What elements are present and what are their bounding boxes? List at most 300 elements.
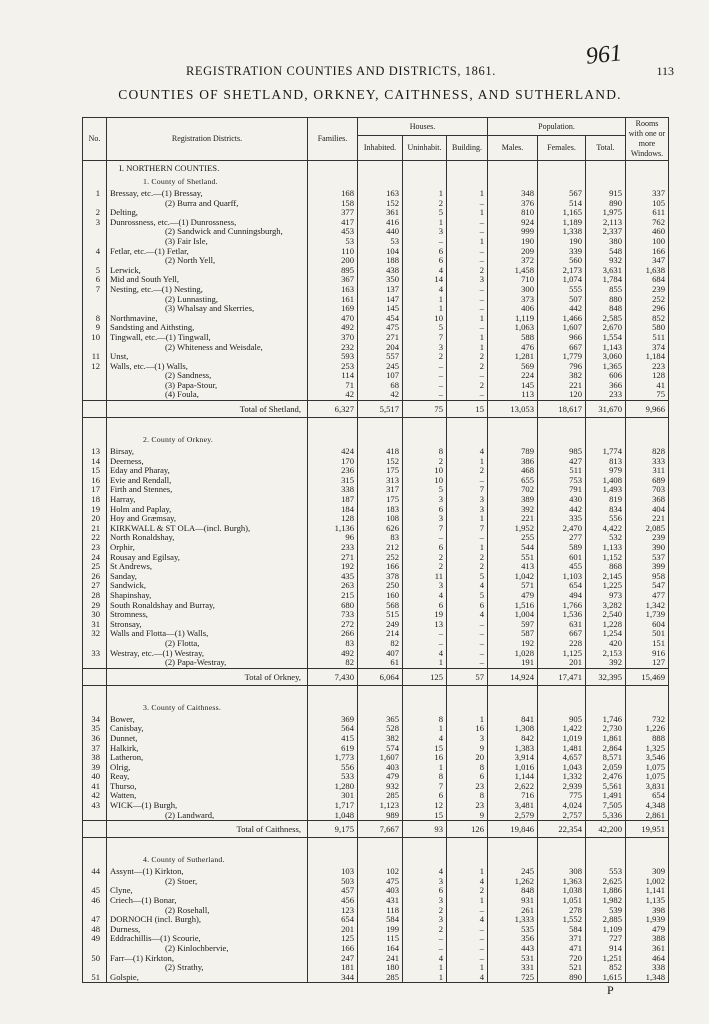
- district-number: [83, 237, 107, 247]
- district-name: Clyne,: [107, 886, 308, 896]
- cell-value: 2,585: [586, 314, 626, 324]
- table-row: [83, 247, 669, 257]
- cell-value: 374: [626, 343, 669, 353]
- cell-value: 236: [308, 466, 358, 476]
- district-number: 19: [83, 505, 107, 515]
- district-number: [83, 944, 107, 954]
- cell-value: 931: [488, 896, 538, 906]
- cell-value: 5,561: [586, 782, 626, 792]
- cell-value: 102: [358, 867, 403, 877]
- cell-value: 507: [538, 295, 586, 305]
- district-number: 8: [83, 314, 107, 324]
- cell-value: 1,123: [358, 801, 403, 811]
- district-name: Durness,: [107, 925, 308, 935]
- table-row: [83, 629, 669, 639]
- cell-value: 6: [403, 247, 447, 257]
- cell-value: 145: [358, 304, 403, 314]
- cell-value: –: [447, 925, 488, 935]
- cell-value: 356: [488, 934, 538, 944]
- district-name: (2) North Yell,: [107, 256, 308, 266]
- table-row: [83, 620, 669, 630]
- cell-value: 1: [447, 189, 488, 199]
- cell-value: 2,476: [586, 772, 626, 782]
- cell-value: 1,773: [308, 753, 358, 763]
- cell-value: 753: [538, 476, 586, 486]
- district-number: 10: [83, 333, 107, 343]
- cell-value: 199: [358, 925, 403, 935]
- cell-value: –: [447, 629, 488, 639]
- table-row: [83, 362, 669, 372]
- cell-value: 166: [358, 562, 403, 572]
- table-row: [83, 925, 669, 935]
- district-name: South Ronaldshay and Burray,: [107, 601, 308, 611]
- cell-value: 455: [538, 562, 586, 572]
- cell-value: 10: [403, 466, 447, 476]
- table-row: [83, 457, 669, 467]
- cell-value: 553: [586, 867, 626, 877]
- district-number: 24: [83, 553, 107, 563]
- district-number: 11: [83, 352, 107, 362]
- table-row: [83, 266, 669, 276]
- cell-value: 3,914: [488, 753, 538, 763]
- census-table: [82, 117, 669, 983]
- cell-value: –: [403, 237, 447, 247]
- district-name: Westray, etc.—(1) Westray,: [107, 649, 308, 659]
- table-row: [83, 304, 669, 314]
- table-row: [83, 724, 669, 734]
- cell-value: 8: [447, 791, 488, 801]
- district-name: Orphir,: [107, 543, 308, 553]
- district-number: 9: [83, 323, 107, 333]
- table-row: [83, 495, 669, 505]
- district-number: 37: [83, 744, 107, 754]
- table-row: [83, 906, 669, 916]
- cell-value: 191: [488, 658, 538, 668]
- cell-value: 416: [358, 218, 403, 228]
- cell-value: 239: [626, 285, 669, 295]
- cell-value: 1,466: [538, 314, 586, 324]
- cell-value: 3: [403, 343, 447, 353]
- cell-value: 4: [403, 591, 447, 601]
- cell-value: 1: [447, 333, 488, 343]
- district-name: (2) Burra and Quarff,: [107, 199, 308, 209]
- cell-value: 1: [447, 514, 488, 524]
- district-number: [83, 658, 107, 668]
- cell-value: 4: [447, 610, 488, 620]
- cell-value: 386: [488, 457, 538, 467]
- cell-value: 979: [586, 466, 626, 476]
- cell-value: 9: [447, 811, 488, 821]
- spacer-row: [83, 838, 669, 854]
- cell-value: 311: [626, 466, 669, 476]
- district-number: 7: [83, 285, 107, 295]
- cell-value: 127: [626, 658, 669, 668]
- cell-value: 1,308: [488, 724, 538, 734]
- cell-value: 1,002: [626, 877, 669, 887]
- cell-value: 389: [488, 495, 538, 505]
- cell-value: 335: [538, 514, 586, 524]
- cell-value: 166: [308, 944, 358, 954]
- district-name: (2) Strathy,: [107, 963, 308, 973]
- cell-value: 1,019: [538, 734, 586, 744]
- cell-value: 209: [488, 247, 538, 257]
- cell-value: 557: [358, 352, 403, 362]
- district-number: 51: [83, 973, 107, 983]
- cell-value: 19: [403, 610, 447, 620]
- cell-value: 1: [447, 896, 488, 906]
- cell-value: 1,615: [586, 973, 626, 983]
- district-name: (3) Fair Isle,: [107, 237, 308, 247]
- cell-value: 183: [358, 505, 403, 515]
- total-row: [83, 668, 669, 685]
- cell-value: 1,125: [538, 649, 586, 659]
- district-number: 49: [83, 934, 107, 944]
- total-value: 31,670: [586, 401, 626, 418]
- district-number: 35: [83, 724, 107, 734]
- table-row: [83, 877, 669, 887]
- cell-value: 958: [626, 572, 669, 582]
- district-name: Latheron,: [107, 753, 308, 763]
- cell-value: 392: [586, 658, 626, 668]
- cell-value: 96: [308, 533, 358, 543]
- cell-value: 584: [538, 925, 586, 935]
- district-name: St Andrews,: [107, 562, 308, 572]
- cell-value: 1,141: [626, 886, 669, 896]
- cell-value: 537: [626, 553, 669, 563]
- table-row: [83, 601, 669, 611]
- cell-value: 1,491: [586, 791, 626, 801]
- cell-value: 382: [538, 371, 586, 381]
- cell-value: 848: [586, 304, 626, 314]
- cell-value: –: [403, 381, 447, 391]
- district-number: 30: [83, 610, 107, 620]
- cell-value: 611: [626, 208, 669, 218]
- cell-value: 556: [586, 514, 626, 524]
- cell-value: 5: [403, 485, 447, 495]
- cell-value: 1,144: [488, 772, 538, 782]
- cell-value: 201: [538, 658, 586, 668]
- section-heading-row: [83, 161, 669, 176]
- cell-value: 163: [358, 189, 403, 199]
- total-value: 19,951: [626, 821, 669, 838]
- total-value: 6,064: [358, 668, 403, 685]
- cell-value: 277: [538, 533, 586, 543]
- cell-value: 2,864: [586, 744, 626, 754]
- cell-value: 1,184: [626, 352, 669, 362]
- cell-value: 4: [447, 915, 488, 925]
- table-row: [83, 295, 669, 305]
- cell-value: 403: [358, 763, 403, 773]
- cell-value: 1,886: [586, 886, 626, 896]
- district-name: (2) Flotta,: [107, 639, 308, 649]
- cell-value: 468: [488, 466, 538, 476]
- cell-value: 14: [403, 275, 447, 285]
- col-header-rooms: Rooms with one or more Windows.: [626, 118, 669, 161]
- cell-value: 539: [586, 906, 626, 916]
- cell-value: 1: [447, 715, 488, 725]
- county-heading: 1. County of Shetland.: [107, 175, 308, 189]
- county-heading: 3. County of Caithness.: [107, 701, 308, 715]
- cell-value: 1: [403, 295, 447, 305]
- page-subtitle: COUNTIES OF SHETLAND, ORKNEY, CAITHNESS, AND SUTHERLAND.: [118, 87, 622, 102]
- cell-value: 71: [308, 381, 358, 391]
- cell-value: 250: [358, 581, 403, 591]
- table-row: [83, 649, 669, 659]
- cell-value: 266: [308, 629, 358, 639]
- cell-value: 667: [538, 629, 586, 639]
- cell-value: 233: [308, 543, 358, 553]
- total-value: 93: [403, 821, 447, 838]
- table-row: [83, 934, 669, 944]
- cell-value: 2,145: [586, 572, 626, 582]
- district-name: Golspie,: [107, 973, 308, 983]
- cell-value: 115: [358, 934, 403, 944]
- district-number: [83, 390, 107, 400]
- cell-value: 337: [626, 189, 669, 199]
- cell-value: 377: [308, 208, 358, 218]
- cell-value: 1,043: [538, 763, 586, 773]
- district-name: Rousay and Egilsay,: [107, 553, 308, 563]
- cell-value: 164: [358, 944, 403, 954]
- cell-value: 4: [447, 877, 488, 887]
- cell-value: 9: [447, 744, 488, 754]
- cell-value: 775: [538, 791, 586, 801]
- cell-value: 1,254: [586, 629, 626, 639]
- cell-value: 278: [538, 906, 586, 916]
- cell-value: 1: [403, 963, 447, 973]
- district-number: [83, 639, 107, 649]
- cell-value: 442: [538, 304, 586, 314]
- cell-value: 404: [626, 505, 669, 515]
- cell-value: 4: [403, 734, 447, 744]
- cell-value: 7: [403, 524, 447, 534]
- cell-value: 855: [586, 285, 626, 295]
- district-number: [83, 295, 107, 305]
- cell-value: 300: [488, 285, 538, 295]
- table-row: [83, 753, 669, 763]
- cell-value: 631: [538, 620, 586, 630]
- district-number: 25: [83, 562, 107, 572]
- district-name: Walls and Flotta—(1) Walls,: [107, 629, 308, 639]
- county-heading-row: [83, 853, 669, 867]
- cell-value: 212: [358, 543, 403, 553]
- cell-value: 895: [308, 266, 358, 276]
- cell-value: 190: [488, 237, 538, 247]
- cell-value: 3: [403, 227, 447, 237]
- col-header-no: No.: [83, 118, 107, 161]
- district-name: Firth and Stennes,: [107, 485, 308, 495]
- cell-value: 1,338: [538, 227, 586, 237]
- district-name: Northmavine,: [107, 314, 308, 324]
- district-number: 38: [83, 753, 107, 763]
- cell-value: 569: [488, 362, 538, 372]
- cell-value: –: [447, 304, 488, 314]
- cell-value: 1,607: [538, 323, 586, 333]
- district-name: Stronsay,: [107, 620, 308, 630]
- cell-value: 1,251: [586, 954, 626, 964]
- cell-value: 271: [308, 553, 358, 563]
- cell-value: 654: [626, 791, 669, 801]
- cell-value: 457: [308, 886, 358, 896]
- cell-value: –: [447, 533, 488, 543]
- cell-value: 128: [626, 371, 669, 381]
- cell-value: 163: [308, 285, 358, 295]
- cell-value: 1,325: [626, 744, 669, 754]
- cell-value: 82: [308, 658, 358, 668]
- cell-value: 272: [308, 620, 358, 630]
- cell-value: 460: [626, 227, 669, 237]
- district-name: (2) Kinlochbervie,: [107, 944, 308, 954]
- district-number: 18: [83, 495, 107, 505]
- table-row: [83, 801, 669, 811]
- cell-value: 382: [358, 734, 403, 744]
- cell-value: 249: [358, 620, 403, 630]
- cell-value: 2: [403, 352, 447, 362]
- cell-value: 3: [403, 877, 447, 887]
- district-name: Stromness,: [107, 610, 308, 620]
- district-name: Bressay, etc.—(1) Bressay,: [107, 189, 308, 199]
- table-row: [83, 533, 669, 543]
- cell-value: 170: [308, 457, 358, 467]
- cell-value: 733: [308, 610, 358, 620]
- cell-value: 15: [403, 811, 447, 821]
- cell-value: 924: [488, 218, 538, 228]
- cell-value: 8: [403, 772, 447, 782]
- table-row: [83, 237, 669, 247]
- district-name: Birsay,: [107, 447, 308, 457]
- cell-value: 1,982: [586, 896, 626, 906]
- cell-value: 370: [308, 333, 358, 343]
- cell-value: 454: [358, 314, 403, 324]
- cell-value: 588: [488, 333, 538, 343]
- table-row: [83, 734, 669, 744]
- cell-value: 532: [586, 533, 626, 543]
- cell-value: 1,458: [488, 266, 538, 276]
- cell-value: 3: [447, 505, 488, 515]
- table-row: [83, 227, 669, 237]
- cell-value: 12: [403, 801, 447, 811]
- cell-value: 42: [308, 390, 358, 400]
- district-number: [83, 227, 107, 237]
- district-name: Canisbay,: [107, 724, 308, 734]
- cell-value: 169: [308, 304, 358, 314]
- cell-value: –: [447, 218, 488, 228]
- cell-value: –: [447, 954, 488, 964]
- district-name: DORNOCH (incl. Burgh),: [107, 915, 308, 925]
- cell-value: 1,225: [586, 581, 626, 591]
- cell-value: 1,074: [538, 275, 586, 285]
- cell-value: 23: [447, 782, 488, 792]
- cell-value: 905: [538, 715, 586, 725]
- cell-value: 834: [586, 505, 626, 515]
- district-number: 45: [83, 886, 107, 896]
- total-value: 19,846: [488, 821, 538, 838]
- total-row: [83, 401, 669, 418]
- total-value: 15,469: [626, 668, 669, 685]
- cell-value: 158: [308, 199, 358, 209]
- cell-value: 4: [403, 649, 447, 659]
- cell-value: 3: [403, 495, 447, 505]
- cell-value: 241: [358, 954, 403, 964]
- cell-value: 4,024: [538, 801, 586, 811]
- cell-value: 1,280: [308, 782, 358, 792]
- district-number: 41: [83, 782, 107, 792]
- cell-value: 2: [403, 457, 447, 467]
- cell-value: 442: [538, 505, 586, 515]
- cell-value: 13: [403, 620, 447, 630]
- cell-value: 1,109: [586, 925, 626, 935]
- cell-value: –: [447, 944, 488, 954]
- cell-value: 580: [626, 323, 669, 333]
- district-name: Unst,: [107, 352, 308, 362]
- table-row: [83, 505, 669, 515]
- county-heading-row: [83, 701, 669, 715]
- cell-value: 175: [358, 466, 403, 476]
- district-name: Walls, etc.—(1) Walls,: [107, 362, 308, 372]
- total-value: 22,354: [538, 821, 586, 838]
- total-value: 125: [403, 668, 447, 685]
- district-number: 23: [83, 543, 107, 553]
- cell-value: 1,342: [626, 601, 669, 611]
- total-value: 75: [403, 401, 447, 418]
- cell-value: 1,038: [538, 886, 586, 896]
- cell-value: 716: [488, 791, 538, 801]
- cell-value: 347: [626, 256, 669, 266]
- cell-value: 1,119: [488, 314, 538, 324]
- district-name: Dunnet,: [107, 734, 308, 744]
- cell-value: 479: [488, 591, 538, 601]
- district-number: 22: [83, 533, 107, 543]
- cell-value: 372: [488, 256, 538, 266]
- running-header: [80, 64, 674, 80]
- cell-value: 4: [447, 447, 488, 457]
- cell-value: –: [447, 620, 488, 630]
- cell-value: 1,016: [488, 763, 538, 773]
- district-name: (2) Landward,: [107, 811, 308, 821]
- table-row: [83, 782, 669, 792]
- cell-value: 494: [538, 591, 586, 601]
- cell-value: 1: [403, 218, 447, 228]
- cell-value: 245: [358, 362, 403, 372]
- cell-value: 233: [586, 390, 626, 400]
- cell-value: 932: [358, 782, 403, 792]
- cell-value: 5: [447, 572, 488, 582]
- cell-value: 1: [403, 189, 447, 199]
- district-number: 21: [83, 524, 107, 534]
- cell-value: 41: [626, 381, 669, 391]
- cell-value: 42: [358, 390, 403, 400]
- cell-value: 966: [538, 333, 586, 343]
- table-row: [83, 973, 669, 983]
- cell-value: 361: [626, 944, 669, 954]
- table-row: [83, 572, 669, 582]
- cell-value: 431: [358, 896, 403, 906]
- cell-value: 200: [308, 256, 358, 266]
- district-name: (2) Sandwick and Cunningsburgh,: [107, 227, 308, 237]
- cell-value: 83: [308, 639, 358, 649]
- cell-value: 145: [488, 381, 538, 391]
- cell-value: 175: [358, 495, 403, 505]
- cell-value: 868: [586, 562, 626, 572]
- cell-value: 255: [488, 533, 538, 543]
- cell-value: 2: [447, 362, 488, 372]
- cell-value: 1,228: [586, 620, 626, 630]
- cell-value: 828: [626, 447, 669, 457]
- cell-value: 365: [358, 715, 403, 725]
- cell-value: 118: [358, 906, 403, 916]
- cell-value: 4: [447, 973, 488, 983]
- cell-value: 407: [358, 649, 403, 659]
